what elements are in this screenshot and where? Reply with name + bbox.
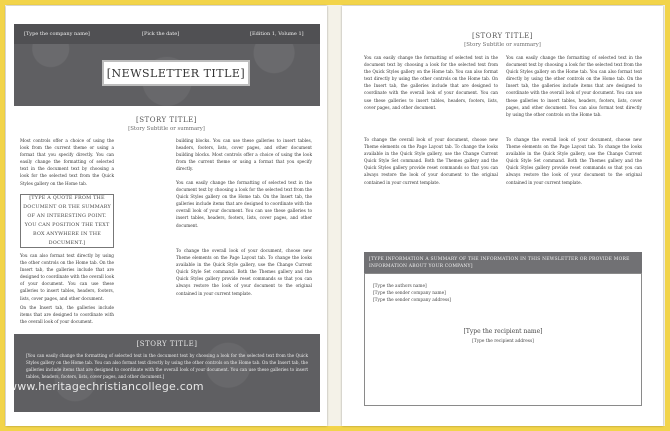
- frame-left: [0, 0, 5, 431]
- edition-field[interactable]: [Edition 1, Volume 1]: [250, 31, 304, 37]
- story-paragraph[interactable]: To change the overall look of your document, choose new Theme elements on the Page Layout tab. To change the looks available in the Quick Style gallery, use the Change Current Quick Style Set command. Both the Themes gallery and the Quick Styles gallery provide reset commands so that you can always restore the look of your document to the original contained in your current template.: [364, 137, 498, 185]
- bottom-story-panel: [14, 334, 320, 412]
- mailing-address-box: [364, 273, 642, 406]
- newsletter-title-box[interactable]: [102, 60, 250, 86]
- frame-top: [0, 0, 670, 5]
- story-paragraph[interactable]: You can easily change the formatting of selected text in the document text by choosing a look for the selected text from the Quick Styles gallery on the Home tab. You can also format text directly by using the other controls on the Home tab. On the Insert tab, the galleries include items that are designed to coordinate with the overall look of your document. You can use these galleries to insert tables, headers, footers, lists, cover pages, and other document. You can also format text directly by using the other controls on the Home tab.: [506, 55, 642, 117]
- story-subtitle[interactable]: [Story Subtitle or summary]: [128, 126, 205, 132]
- story-paragraph[interactable]: Most controls offer a choice of using the look from the current theme or using a format that you specify directly. You can easily change the formatting of selected text in the document text by choosing a look for the selected text from the Quick Styles gallery on the Home tab.: [20, 138, 114, 186]
- story-title[interactable]: [STORY TITLE]: [136, 116, 197, 124]
- sender-address-field[interactable]: [Type the sender company address]: [373, 298, 451, 303]
- date-picker-field[interactable]: [Pick the date]: [142, 31, 180, 37]
- masthead-banner: [14, 24, 320, 106]
- pull-quote-box[interactable]: [20, 194, 114, 248]
- frame-right: [665, 0, 670, 431]
- newsletter-page-1: [6, 6, 327, 426]
- newsletter-title: [NEWSLETTER TITLE]: [106, 66, 246, 80]
- story-title[interactable]: [STORY TITLE]: [472, 32, 533, 40]
- story-paragraph[interactable]: You can easily change the formatting of selected text in the document text by choosing a look for the selected text from the Quick Styles gallery on the Home tab. On the Insert tab, the galleries include items that are designed to coordinate with the overall look of your document. You can use these galleries to insert tables, headers, footers, lists, cover pages, and other document.: [176, 180, 312, 228]
- company-info-text[interactable]: [TYPE INFORMATION A SUMMARY OF THE INFORMATION IN THIS NEWSLETTER OR PROVIDE MORE INFORMATION ABOUT YOUR COMPANY]: [369, 257, 630, 269]
- story-paragraph[interactable]: building blocks. You can use these galleries to insert tables, headers, footers, lists, cover pages, and other document building blocks. Most controls offer a choice of using the look from the current theme or using a format that you specify directly.: [176, 138, 312, 172]
- story-paragraph[interactable]: On the Insert tab, the galleries include items that are designed to coordinate with the overall look of your document.: [20, 305, 114, 325]
- story-paragraph[interactable]: To change the overall look of your document, choose new Theme elements on the Page Layout tab. To change the looks available in the Quick Style gallery, use the Change Current Quick Style Set command. Both the Themes gallery and the Quick Styles gallery provide reset commands so that you can always restore the look of your document to the original contained in your current template.: [506, 137, 642, 185]
- bottom-story-title[interactable]: [STORY TITLE]: [136, 340, 198, 348]
- company-info-bar: [364, 252, 642, 273]
- sender-company-field[interactable]: [Type the sender company name]: [373, 291, 446, 296]
- story-paragraph[interactable]: You can easily change the formatting of selected text in the document text by choosing a look for the selected text from the Quick Styles gallery on the Home tab. You can also format text directly by using the other controls on the Home tab. On the Insert tab, the galleries include that are designed to coordinate with the overall look of your document. You can use these galleries to insert tables, headers, footers, lists, cover pages, and other document.: [364, 55, 498, 110]
- story-subtitle[interactable]: [Story Subtitle or summary]: [464, 42, 541, 48]
- company-name-field[interactable]: [Type the company name]: [24, 31, 90, 37]
- newsletter-page-2: [342, 6, 663, 426]
- frame-bottom: [0, 426, 670, 431]
- recipient-address-field[interactable]: [Type the recipient address]: [472, 339, 534, 344]
- story-paragraph[interactable]: To change the overall look of your document, choose new Theme elements on the Page Layout tab. To change the looks available in the Quick Style gallery, use the Change Current Quick Style Set command. Both the Themes gallery and the Quick Styles gallery provide reset commands so that you can always restore the look of your document to the original contained in your current template.: [176, 248, 312, 296]
- story-paragraph[interactable]: You can also format text directly by using the other controls on the Home tab. On the Insert tab, the galleries include that are designed to coordinate with the overall look of your document. You can use these galleries to insert tables, headers, footers, lists, cover pages, and other document.: [20, 253, 114, 301]
- site-watermark: www.heritagechristiancollege.com: [8, 380, 204, 393]
- author-name-field[interactable]: [Type the authors name]: [373, 284, 427, 289]
- pull-quote-text: [TYPE A QUOTE FROM THE DOCUMENT OR THE SUMMARY OF AN INTERESTING POINT. YOU CAN POSITION THE TEXT BOX ANYWHERE IN THE DOCUMENT.]: [23, 195, 111, 246]
- bottom-story-text[interactable]: [You can easily change the formatting of selected text in the document text by choosing a look for the selected text from the Quick Styles gallery on the Home tab. You can also format text directly by using the other controls on the Home tab. On the Insert tab, the galleries include items that are designed to coordinate with the overall look of your document. You can use these galleries to insert tables, headers, footers, lists, cover pages, and other document.]: [26, 353, 308, 380]
- recipient-name-field[interactable]: [Type the recipient name]: [463, 328, 543, 335]
- masthead-info-strip: [14, 24, 320, 44]
